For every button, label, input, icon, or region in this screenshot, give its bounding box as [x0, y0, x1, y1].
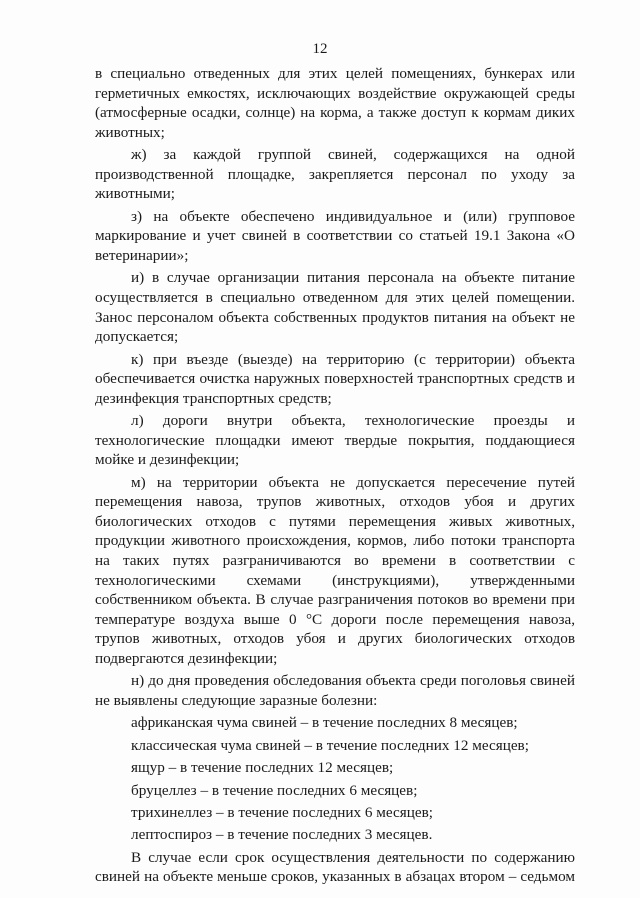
- disease-list-item: классическая чума свиней – в течение последних 12 месяцев;: [131, 736, 529, 754]
- page-number: 12: [312, 41, 328, 57]
- paragraph-item-z: з) на объекте обеспечено индивидуальное и (или) групповое маркирование и учет свиней в соответствии со статьей 19.1 Закона «О ветеринарии»;: [95, 207, 575, 264]
- paragraph-item-i: и) в случае организации питания персонала на объекте питание осуществляется в специально отведенном для этих целей помещении. Занос персоналом объекта собственных продуктов питания на объект не допускается;: [95, 269, 575, 346]
- disease-list-item: лептоспироз – в течение последних 3 месяцев.: [131, 826, 433, 844]
- disease-list-item: африканская чума свиней – в течение последних 8 месяцев;: [131, 714, 518, 732]
- paragraph-item-l: л) дороги внутри объекта, технологические проезды и технологические площадки имеют твердые покрытия, поддающиеся мойке и дезинфекции;: [95, 412, 575, 469]
- paragraph-item-zh: ж) за каждой группой свиней, содержащихся на одной производственной площадке, закрепляется персонал по уходу за животными;: [95, 146, 575, 203]
- disease-list-item: бруцеллез – в течение последних 6 месяцев;: [131, 781, 418, 799]
- paragraph-item-n: н) до дня проведения обследования объекта среди поголовья свиней не выявлены следующие заразные болезни:: [95, 672, 575, 709]
- paragraph-item-k: к) при въезде (выезде) на территорию (с территории) объекта обеспечивается очистка наружных поверхностей транспортных средств и дезинфекция транспортных средств;: [95, 350, 575, 407]
- paragraph-continuation: в специально отведенных для этих целей помещениях, бункерах или герметичных емкостях, исключающих воздействие окружающей среды (атмосферные осадки, солнце) на корма, а также доступ к кормам диких животных;: [95, 65, 575, 141]
- paragraph-final: В случае если срок осуществления деятельности по содержанию свиней на объекте меньше сроков, указанных в абзацах втором – седьмом: [95, 848, 575, 886]
- disease-list-item: ящур – в течение последних 12 месяцев;: [131, 759, 394, 777]
- disease-list-item: трихинеллез – в течение последних 6 месяцев;: [131, 803, 433, 821]
- paragraph-item-m: м) на территории объекта не допускается пересечение путей перемещения навоза, трупов животных, отходов убоя и других биологических отходов с путями перемещения живых животных, продукции животного происхождения, кормов, либо потоки транспорта на таких путях разграничиваются во времени в соответствии с технологическими схемами (инструкциями), утвержденными собственником объекта. В случае разграничения потоков во времени при температуре воздуха выше 0 °С дороги после перемещения навоза, трупов животных, отходов убоя и других биологических отходов подвергаются дезинфекции;: [95, 473, 575, 667]
- document-body: [95, 64, 575, 890]
